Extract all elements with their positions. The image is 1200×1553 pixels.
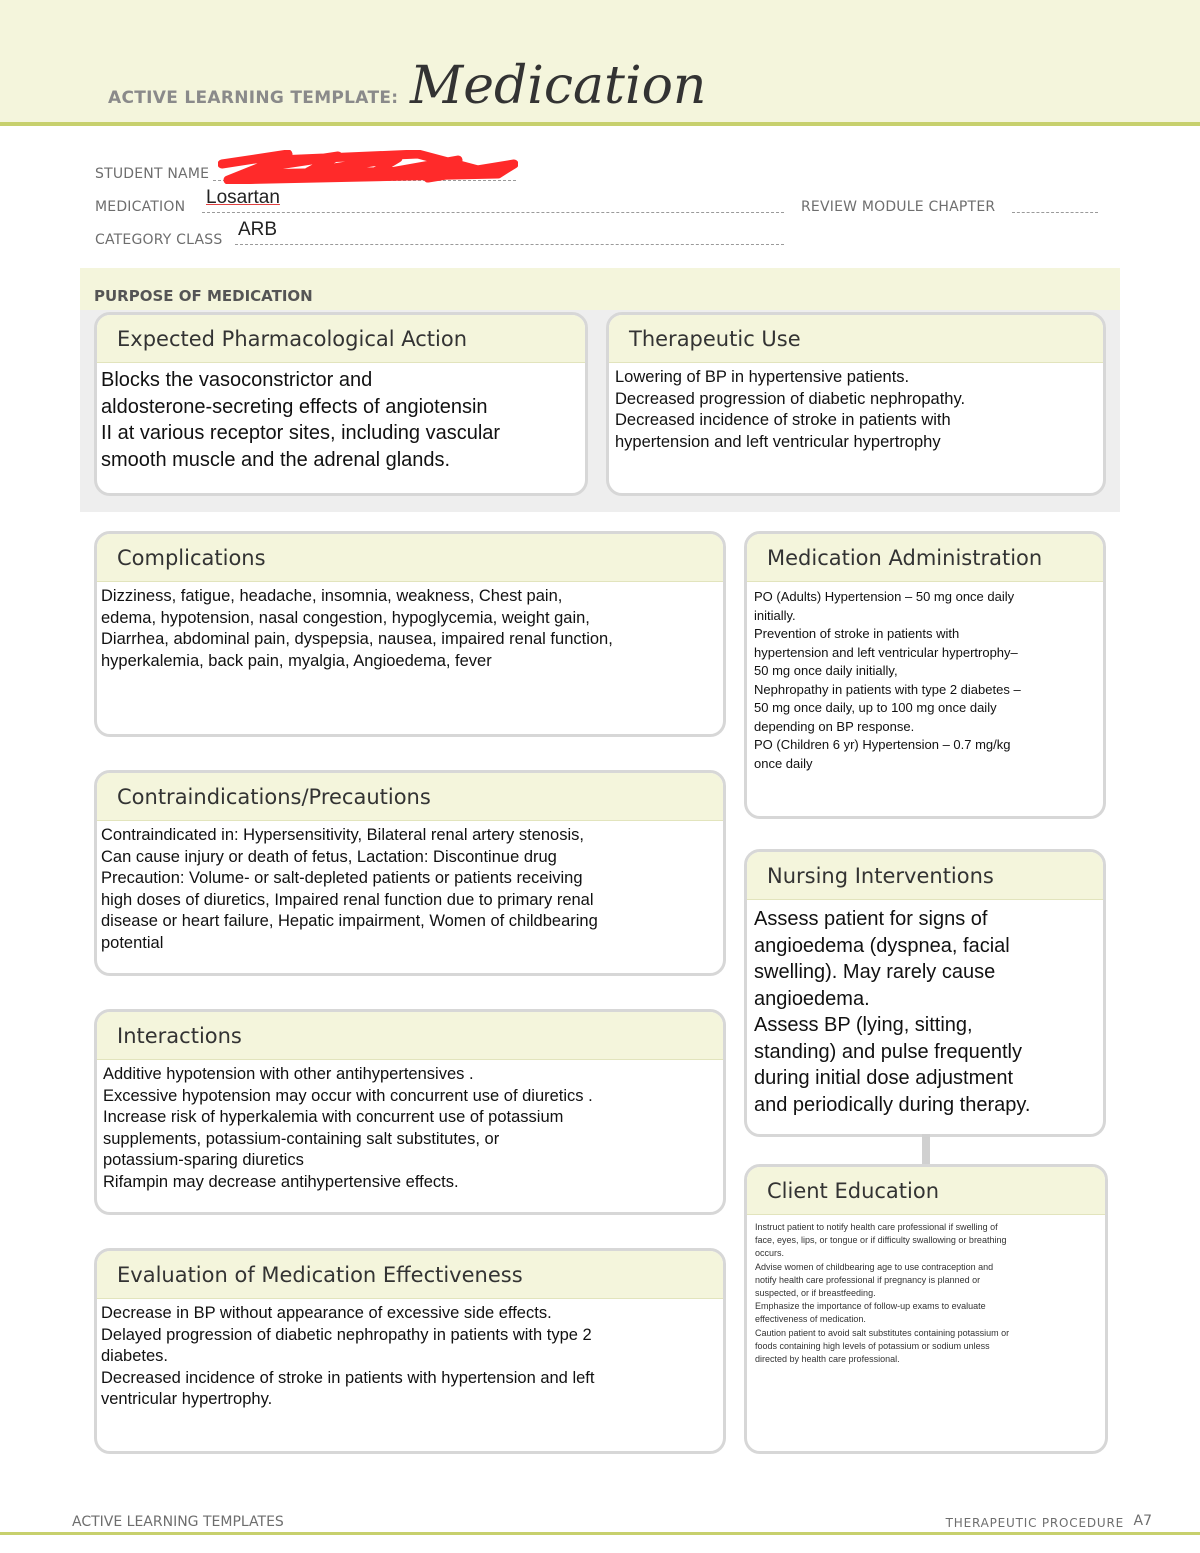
medication-administration-title: Medication Administration: [747, 534, 1103, 582]
expected-action-text[interactable]: Blocks the vasoconstrictor and aldosterone-secreting effects of angiotensin II at various receptor sites, including vascular smooth muscle and the adrenal glands.: [101, 369, 501, 471]
evaluation-title: Evaluation of Medication Effectiveness: [97, 1251, 723, 1299]
complications-text[interactable]: Dizziness, fatigue, headache, insomnia, weakness, Chest pain, edema, hypotension, nasal congestion, hypoglycemia, weight gain, Diarrhea, abdominal pain, dyspepsia, nausea, impaired renal function, hyperkalemia, back pain, myalgia, Angioedema, fever: [101, 587, 613, 670]
evaluation-box: [94, 1248, 726, 1454]
medication-administration-text[interactable]: PO (Adults) Hypertension – 50 mg once daily initially. Prevention of stroke in patients with hypertension and left ventricular hypertrophy– 50 mg once daily initially, Nephropathy in patients with type 2 diabetes – 50 mg once daily, up to 100 mg once daily depending on BP response. PO (Children 6 yr) Hypertension – 0.7 mg/kg once daily: [754, 589, 1021, 771]
medication-line[interactable]: [202, 212, 784, 213]
category-class-label: CATEGORY CLASS: [95, 232, 223, 248]
client-education-text[interactable]: Instruct patient to notify health care professional if swelling of face, eyes, lips, or tongue or if difficulty swallowing or breathing occurs. Advise women of childbearing age to use contraception and notify health care professional if pregnancy is planned or suspected, or if breastfeeding. Emphasize the importance of follow-up exams to evaluate effectiveness of medication. Caution patient to avoid salt substitutes containing potassium or foods containing high levels of potassium or sodium unless directed by health care professional.: [755, 1222, 1010, 1365]
evaluation-text[interactable]: Decrease in BP without appearance of excessive side effects. Delayed progression of diabetic nephropathy in patients with type 2 diabetes. Decreased incidence of stroke in patients with hypertension and left ventricular hypertrophy.: [101, 1304, 595, 1408]
nursing-interventions-box: [744, 849, 1106, 1137]
template-label: ACTIVE LEARNING TEMPLATE:: [108, 88, 399, 108]
client-education-box: [744, 1164, 1108, 1454]
complications-title: Complications: [97, 534, 723, 582]
contraindications-text[interactable]: Contraindicated in: Hypersensitivity, Bilateral renal artery stenosis, Can cause injury or death of fetus, Lactation: Discontinue drug Precaution: Volume- or salt-depleted patients or patients receiving high doses of diuretics, Impaired renal function due to primary renal disease or heart failure, Hepatic impairment, Women of childbearing potential: [101, 826, 598, 952]
header-rule: [0, 122, 1200, 126]
interactions-title: Interactions: [97, 1012, 723, 1060]
nursing-interventions-title: Nursing Interventions: [747, 852, 1103, 900]
therapeutic-use-box: [606, 312, 1106, 496]
expected-action-title: Expected Pharmacological Action: [97, 315, 585, 363]
student-name-label: STUDENT NAME: [95, 166, 210, 182]
expected-action-box: [94, 312, 588, 496]
therapeutic-use-text[interactable]: Lowering of BP in hypertensive patients. Decreased progression of diabetic nephropathy. Decreased incidence of stroke in patients with hypertension and left ventricular hypertrophy: [615, 368, 966, 451]
review-module-line[interactable]: [1012, 212, 1098, 213]
footer-left-label: ACTIVE LEARNING TEMPLATES: [72, 1514, 284, 1530]
nursing-interventions-text[interactable]: Assess patient for signs of angioedema (dyspnea, facial swelling). May rarely cause angioedema. Assess BP (lying, sitting, standing) and pulse frequently during initial dose adjustment and periodically during therapy.: [754, 908, 1031, 1116]
medication-label: MEDICATION: [95, 199, 186, 215]
page-number: A7: [1133, 1513, 1152, 1529]
template-title: Medication: [410, 56, 707, 116]
contraindications-title: Contraindications/Precautions: [97, 773, 723, 821]
review-module-label: REVIEW MODULE CHAPTER: [801, 199, 996, 215]
contraindications-box: [94, 770, 726, 976]
medication-value: Losartan: [206, 187, 280, 208]
therapeutic-use-title: Therapeutic Use: [609, 315, 1103, 363]
category-class-value: ARB: [238, 219, 278, 240]
redaction-scribble: [218, 150, 518, 184]
interactions-box: [94, 1009, 726, 1215]
interactions-text[interactable]: Additive hypotension with other antihypertensives . Excessive hypotension may occur with concurrent use of diuretics . Increase risk of hyperkalemia with concurrent use of potassium supplements, potassium-containing salt substitutes, or potassium-sparing diuretics Rifampin may decrease antihypertensive effects.: [103, 1065, 593, 1191]
box-connector: [922, 1134, 930, 1166]
medication-administration-box: [744, 531, 1106, 819]
complications-box: [94, 531, 726, 737]
footer-rule: [0, 1532, 1200, 1535]
purpose-label: PURPOSE OF MEDICATION: [94, 287, 313, 305]
client-education-title: Client Education: [747, 1167, 1105, 1215]
footer-right-label: THERAPEUTIC PROCEDURE: [945, 1516, 1124, 1530]
category-class-line[interactable]: [235, 244, 784, 245]
